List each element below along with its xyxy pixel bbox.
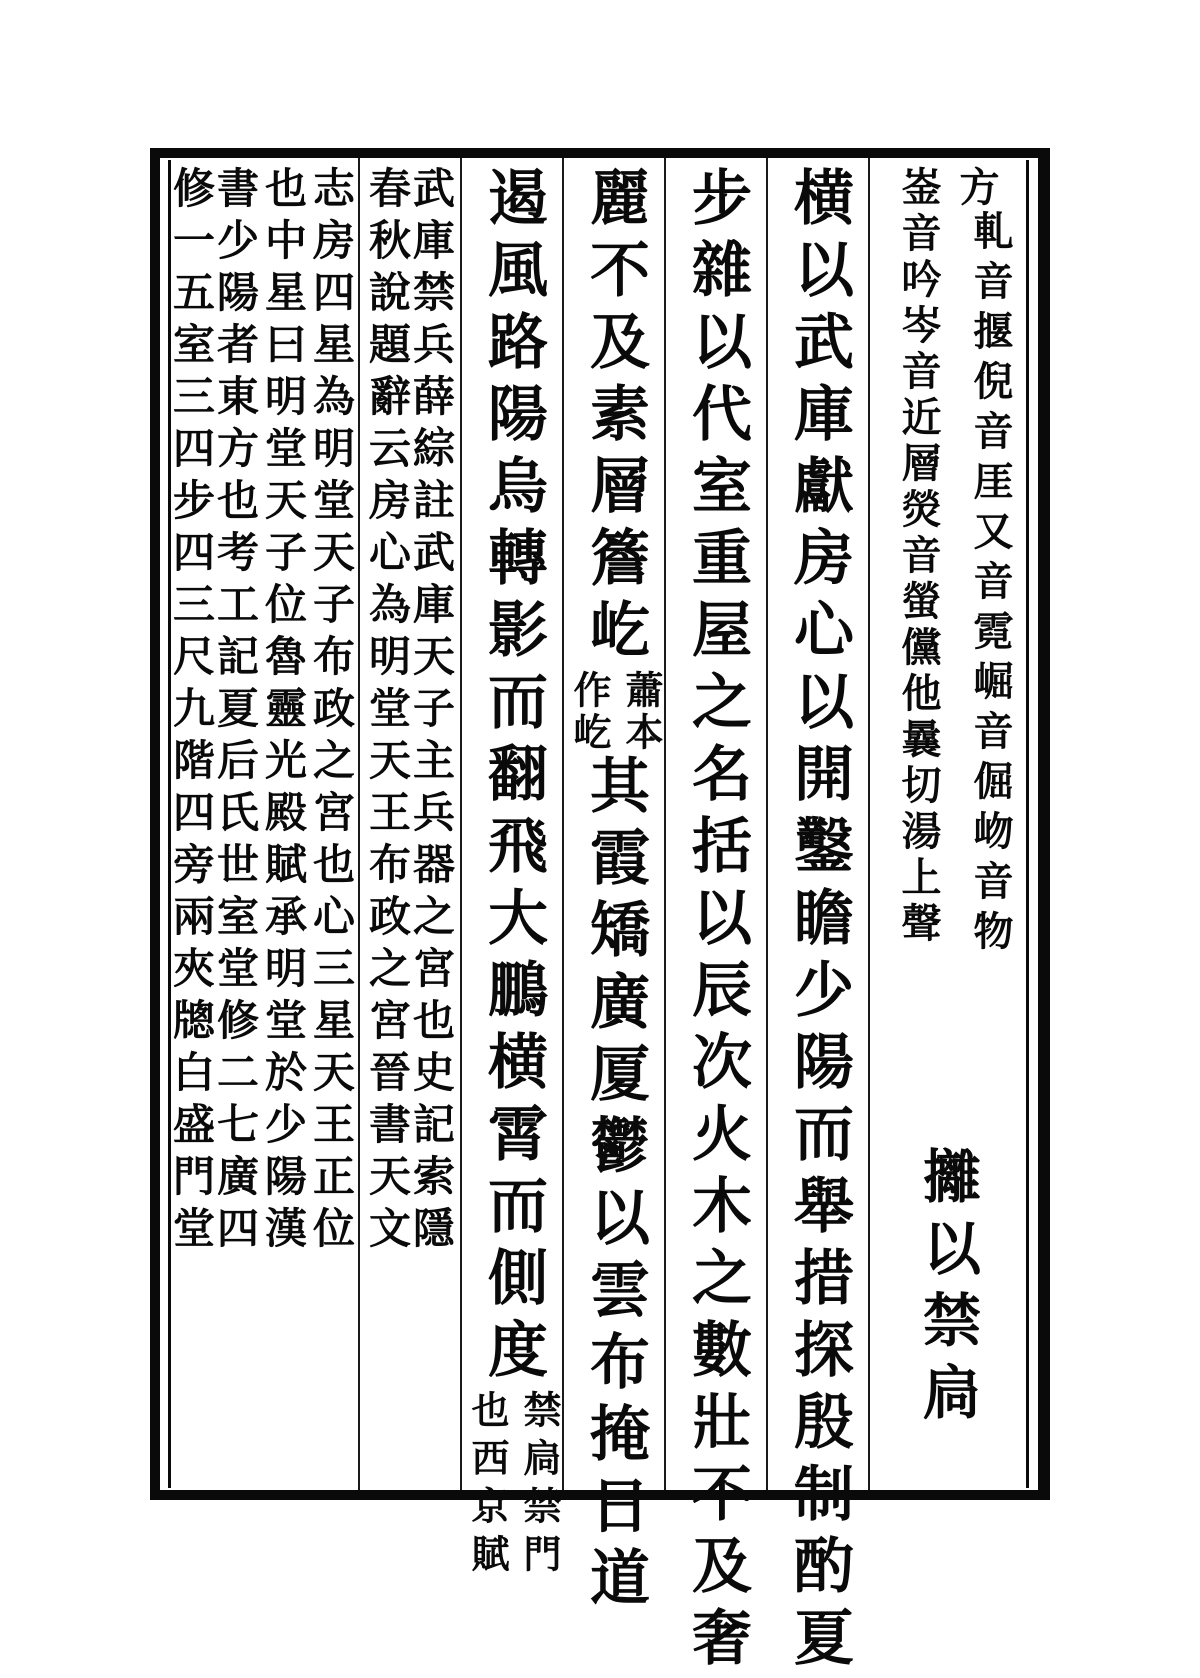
text-column-11 <box>166 166 216 1258</box>
annotation-right-col <box>960 210 1020 960</box>
main-text: 麗不及素層簷屹 <box>580 166 650 670</box>
main-text: 遏風路陽烏轉影而翻飛大鵬横霄而側度 <box>478 166 548 1390</box>
annotation-left-col <box>888 166 948 948</box>
commentary-text: 春秋說題辭云房心為明堂天王布政之宮晉書天文 <box>363 166 412 1258</box>
text-column-10 <box>210 166 260 1258</box>
commentary-text: 修一五室三四步四三尺九階四旁兩夾牕白盛門堂 <box>167 166 216 1258</box>
annotation-text: 禁扃禁門 <box>517 1390 562 1582</box>
text-column-7 <box>362 166 412 1258</box>
commentary-text: 書少陽者東方也考工記夏后氏世室堂修二七廣四 <box>211 166 260 1258</box>
text-column-4 <box>566 166 664 1618</box>
text-column-2 <box>770 166 868 1678</box>
text-column-8 <box>306 166 356 1258</box>
annotation-block <box>464 1390 562 1582</box>
annotation-right: 方 <box>953 166 1000 215</box>
main-text: 其霞矯廣厦鬱以雲布掩日道 <box>580 754 650 1618</box>
commentary-text: 志房四星為明堂天子布政之宮也心三星天王正位 <box>307 166 356 1258</box>
column-divider <box>358 158 360 1490</box>
column-1-tail <box>872 1146 1022 1434</box>
commentary-text: 武庫禁兵薛綜註武庫天子主兵器之宮也史記索隱 <box>407 166 456 1258</box>
inner-rule-right <box>1026 160 1029 1488</box>
annotation-text: 崟音吟岑音近層熒音螢儻他曩切湯上聲 <box>895 166 942 948</box>
main-text: 步雜以代室重屋之名括以辰次火木之數壯不及奢 <box>682 166 752 1678</box>
text-column-5 <box>464 166 562 1582</box>
annotation-text: 作屹 <box>567 670 612 754</box>
annotation-text: 也西京賦 <box>465 1390 510 1582</box>
annotation-text: 蕭本 <box>619 670 664 754</box>
main-text: 攡以禁扃 <box>913 1146 981 1434</box>
text-column-3 <box>668 166 766 1678</box>
annotation-block <box>566 670 664 754</box>
annotation-text: 軋音揠倪音厓又音霓崛音倔岉音物 <box>967 210 1014 960</box>
commentary-text: 也中星曰明堂天子位魯靈光殿賦承明堂於少陽漢 <box>259 166 308 1258</box>
text-column-9 <box>258 166 308 1258</box>
main-text: 横以武庫獻房心以開鑿瞻少陽而舉措探殷制酌夏 <box>784 166 854 1678</box>
text-column-6 <box>406 166 456 1258</box>
column-divider <box>460 158 462 1490</box>
